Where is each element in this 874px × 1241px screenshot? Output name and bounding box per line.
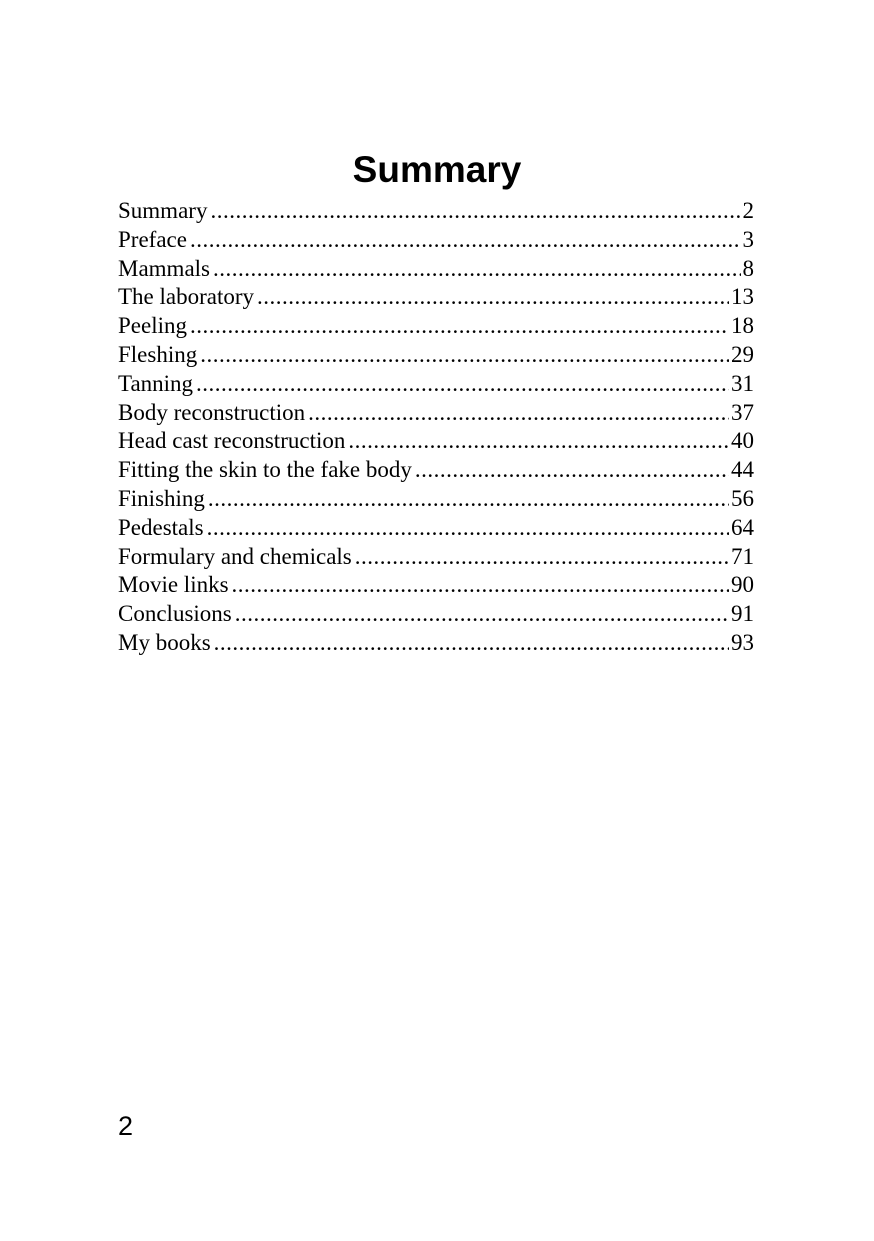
toc-entry-label: Head cast reconstruction [118, 428, 346, 454]
toc-entry-label: Movie links [118, 572, 229, 598]
toc-entry-label: Peeling [118, 313, 187, 339]
toc-entry-label: Body reconstruction [118, 399, 306, 425]
toc-dot-leader [232, 571, 729, 600]
toc-entry-page: 29 [731, 341, 754, 367]
toc-dot-leader [207, 514, 729, 543]
toc-dot-leader [190, 312, 729, 341]
toc-entry[interactable] [118, 197, 754, 226]
toc-dot-leader [348, 427, 729, 456]
toc-entry-label: Summary [118, 198, 208, 223]
toc-dot-leader [196, 370, 729, 399]
toc-entry[interactable] [118, 456, 754, 485]
toc-entry-page: 3 [742, 226, 754, 252]
toc-entry-label: Mammals [118, 255, 210, 281]
toc-entry-page: 64 [731, 514, 754, 540]
toc-dot-leader [213, 255, 741, 284]
toc-entry[interactable] [118, 370, 754, 399]
toc-entry[interactable] [118, 283, 754, 312]
toc-dot-leader [214, 629, 729, 658]
toc-entry[interactable] [118, 543, 754, 572]
toc-entry-label: Fleshing [118, 341, 198, 367]
toc-entry[interactable] [118, 341, 754, 370]
toc-dot-leader [208, 485, 729, 514]
toc-entry[interactable] [118, 226, 754, 255]
toc-entry-label: Conclusions [118, 601, 232, 627]
toc-entry[interactable] [118, 312, 754, 341]
toc-entry-label: The laboratory [118, 284, 255, 310]
toc-entry-label: Fitting the skin to the fake body [118, 457, 412, 483]
toc-entry-page: 44 [731, 457, 754, 483]
toc-entry[interactable] [118, 399, 754, 428]
toc-dot-leader [190, 226, 741, 255]
toc-entry[interactable] [118, 427, 754, 456]
toc-entry-page: 18 [731, 313, 754, 339]
toc-entry-page: 31 [731, 370, 754, 396]
toc-dot-leader [200, 341, 729, 370]
toc-entry-page: 71 [731, 543, 754, 569]
page-title: Summary [352, 149, 522, 190]
toc-entry[interactable] [118, 629, 754, 658]
toc-entry-label: Finishing [118, 485, 205, 511]
toc-entry-label: Formulary and chemicals [118, 543, 352, 569]
toc-dot-leader [355, 543, 729, 572]
toc-entry-page: 91 [731, 601, 754, 627]
toc-dot-leader [257, 283, 729, 312]
toc-entry[interactable] [118, 600, 754, 629]
toc-entry-page: 90 [731, 572, 754, 598]
toc-entry-page: 56 [731, 485, 754, 511]
toc-dot-leader [235, 600, 729, 629]
toc-entry-page: 2 [742, 198, 754, 223]
toc-dot-leader [210, 197, 740, 226]
toc-entry-page: 93 [731, 629, 754, 655]
toc-entry-label: Pedestals [118, 514, 204, 540]
toc-dot-leader [415, 456, 729, 485]
toc-entry-label: Tanning [118, 370, 194, 396]
toc-dot-leader [308, 399, 729, 428]
table-of-contents [118, 197, 754, 658]
toc-entry[interactable] [118, 485, 754, 514]
toc-entry-label: Preface [118, 226, 187, 252]
toc-entry[interactable] [118, 514, 754, 543]
toc-entry-page: 37 [731, 399, 754, 425]
toc-entry-page: 40 [731, 428, 754, 454]
toc-entry-page: 13 [731, 284, 754, 310]
toc-entry-page: 8 [742, 255, 754, 281]
page-number: 2 [118, 1111, 134, 1141]
toc-entry-label: My books [118, 629, 211, 655]
toc-entry[interactable] [118, 571, 754, 600]
toc-entry[interactable] [118, 255, 754, 284]
